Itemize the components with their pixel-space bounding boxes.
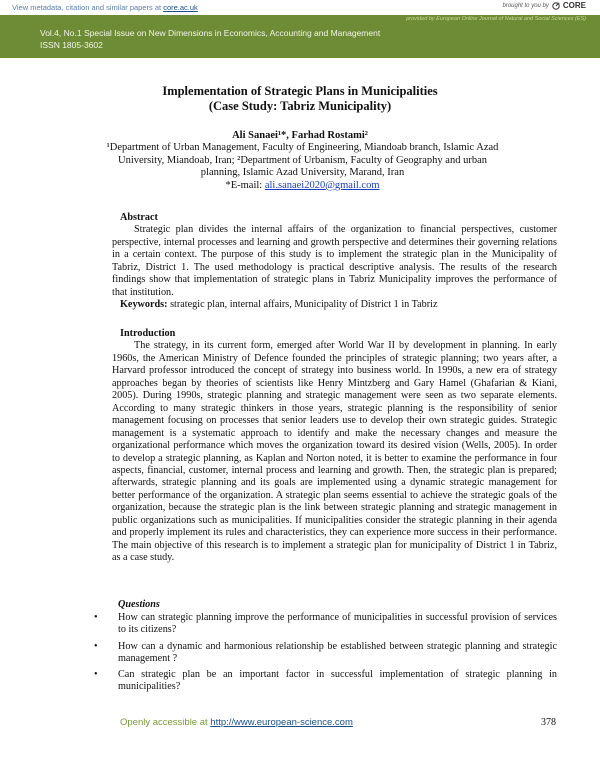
email-link[interactable]: ali.sanaei2020@gmail.com (264, 179, 380, 191)
keywords-line: Keywords: strategic plan, internal affairs, Municipality of District 1 in Tabriz (120, 299, 438, 311)
core-banner (0, 0, 600, 16)
affiliation-text: ¹Department of Urban Management, Faculty of Engineering, Miandoab branch, Islamic Azad University, Miandoab, Iran; ²Department of Urbanism, Faculty of Geography and urban planning, Islamic Azad University, Marand, Iran (106, 142, 499, 179)
affiliations (100, 142, 505, 192)
introduction-section (112, 328, 557, 565)
provided-by-text: provided by European Online Journal of Natural and Social Sciences (ES) (406, 16, 586, 22)
question-item: • Can strategic plan be an important factor in successful implementation of strategic planning in municipalities? (94, 669, 557, 693)
abstract-text: Strategic plan divides the internal affairs of the organization to financial perspectives, customer perspective, internal processes and learning and growth perspective and determines their governing relations in a certain context. The purpose of this study is to implement the strategic plan in the Municipality of Tabriz, District 1. The used methodology is practical descriptive analysis. The results of the research findings show that implementation of strategic plans in Tabriz Municipality improves the performance of that institution. (112, 224, 557, 298)
bullet-icon: • (94, 612, 98, 623)
journal-link[interactable]: http://www.european-science.com (210, 717, 353, 728)
footer-access: Openly accessible at http://www.european-science.com (120, 717, 353, 728)
introduction-text: The strategy, in its current form, emerged after World War II by development in planning. In early 1960s, the American Ministry of Defence founded the principles of strategic planning; two years after, a Harvard professor introduced the concept of strategy into business world. In 1990s, a new era of strategy approaches began by theories of scientists like Henry Mintzberg and Gary Hamel (Ghafarian & Kiani, 2005). During 1990s, strategic planning and strategic management were seen as two separate elements. According to many strategic thinkers in those years, strategic planning is the responsibility of senior management focusing on processes that senior leaders use to develop their own strategic guides. Strategic management is a systematic approach to identify and make the necessary changes and measure the organizational performance which moves the organization toward its desired vision (Wells, 2005). In order to develop a strategic planning, as Kaplan and Norton noted, it is better to examine the performance in four aspects, financial, customer, internal process and learning and growth. Then, the strategic plan is prepared; afterwards, strategic planning and its goals are implemented using a dynamic strategic management for better performance of the organization. A strategic plan seems essential to achieve the strategic goals of the organization, because the strategic plan is the link between strategic planning and strategic management in public organizations such as municipalities. If municipalities consider the strategic planning in their agenda and properly implement its rules and characteristics, they can experience more success in their performance. The main objective of this research is to implement a strategic plan for municipality of District 1 in Tabriz, as a case study. (112, 340, 557, 564)
core-logo-icon (552, 2, 560, 10)
questions-heading: Questions (118, 599, 160, 610)
journal-issn: ISSN 1805-3602 (40, 40, 103, 50)
abstract-section (112, 212, 557, 312)
email-line: *E-mail: ali.sanaei2020@gmail.com (225, 179, 380, 191)
core-link[interactable]: core.ac.uk (163, 3, 198, 12)
paper-authors: Ali Sanaei¹*, Farhad Rostami² (232, 130, 368, 141)
paper-title-line2: (Case Study: Tabriz Municipality) (208, 99, 392, 113)
introduction-heading: Introduction (120, 328, 176, 339)
brought-by-text: brought to you by (502, 2, 549, 9)
bullet-icon: • (94, 669, 98, 680)
abstract-heading: Abstract (120, 212, 158, 223)
journal-volume: Vol.4, No.1 Special Issue on New Dimensions in Economics, Accounting and Management (40, 28, 381, 38)
bullet-icon: • (94, 641, 98, 652)
paper-title-line1: Implementation of Strategic Plans in Municipalities (162, 84, 438, 98)
page-number: 378 (541, 717, 556, 728)
core-brand (503, 1, 587, 10)
question-item: • How can strategic planning improve the performance of municipalities in successful provision of services to its citizens? (94, 612, 557, 636)
core-metadata-text: View metadata, citation and similar papers at core.ac.uk (12, 3, 198, 12)
core-logo-text[interactable]: CORE (562, 1, 586, 10)
question-item: • How can a dynamic and harmonious relationship be established between strategic planning and strategic management ? (94, 641, 557, 665)
